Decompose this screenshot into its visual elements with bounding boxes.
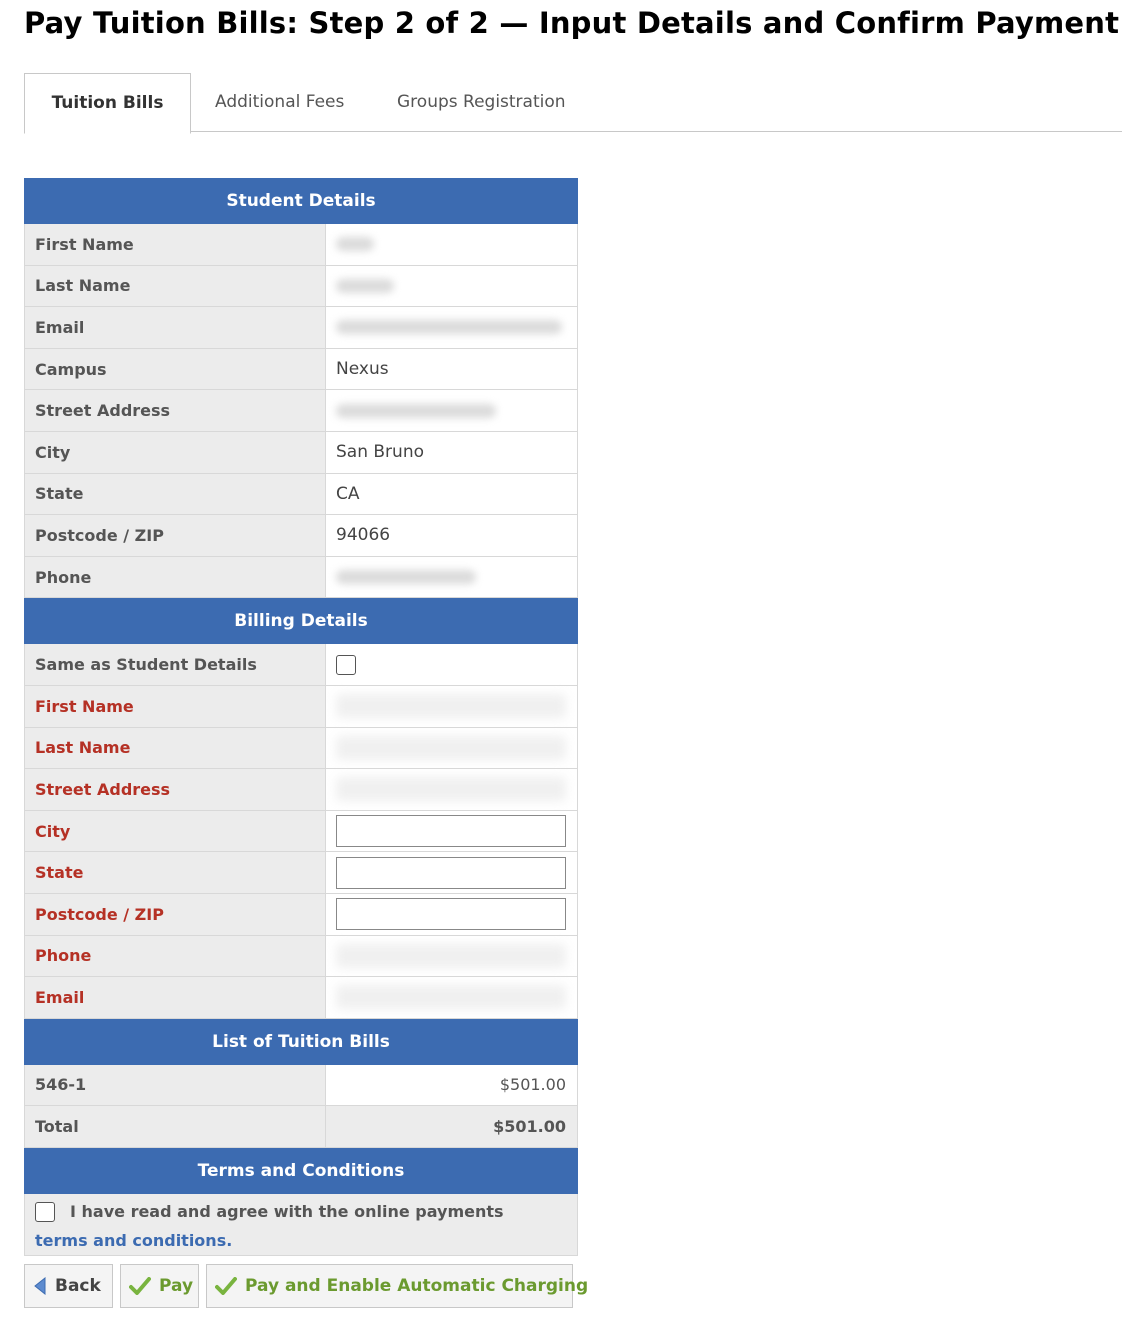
student-row-city bbox=[24, 432, 578, 474]
student-last-name-value bbox=[326, 266, 578, 307]
redacted-value bbox=[336, 237, 374, 251]
billing-city-input[interactable] bbox=[336, 815, 566, 847]
tab-groups-registration[interactable]: Groups Registration bbox=[397, 92, 566, 112]
billing-phone-label: Phone bbox=[24, 936, 326, 977]
billing-street-address-input[interactable] bbox=[336, 777, 566, 801]
redacted-value bbox=[336, 570, 476, 584]
billing-last-name-label: Last Name bbox=[24, 728, 326, 769]
student-row-state bbox=[24, 474, 578, 516]
tuition-total-row bbox=[24, 1106, 578, 1148]
billing-state-label: State bbox=[24, 852, 326, 893]
pay-auto-button[interactable] bbox=[206, 1264, 589, 1308]
student-state-value: CA bbox=[326, 474, 578, 515]
pay-button-label: Pay bbox=[159, 1276, 194, 1296]
tab-bar bbox=[24, 73, 1122, 133]
same-as-student-label: Same as Student Details bbox=[24, 644, 326, 685]
student-state-label: State bbox=[24, 474, 326, 515]
triangle-left-icon bbox=[33, 1277, 47, 1295]
student-campus-label: Campus bbox=[24, 349, 326, 390]
student-campus-value: Nexus bbox=[326, 349, 578, 390]
billing-last-name-input[interactable] bbox=[336, 736, 566, 760]
tuition-bills-header: List of Tuition Bills bbox=[24, 1019, 578, 1065]
student-row-street-address bbox=[24, 390, 578, 432]
tab-additional-fees[interactable]: Additional Fees bbox=[215, 92, 345, 112]
tab-tuition-bills[interactable]: Tuition Bills bbox=[24, 73, 191, 134]
student-details-header: Student Details bbox=[24, 178, 578, 224]
billing-last-name-cell bbox=[326, 728, 578, 769]
terms-agree-line bbox=[35, 1202, 567, 1222]
student-last-name-label: Last Name bbox=[24, 266, 326, 307]
terms-agree-checkbox[interactable] bbox=[35, 1202, 55, 1222]
billing-row-phone bbox=[24, 936, 578, 978]
student-postcode-value: 94066 bbox=[326, 515, 578, 556]
same-as-student-cell bbox=[326, 644, 578, 685]
pay-button[interactable] bbox=[120, 1264, 199, 1308]
tuition-bill-id: 546-1 bbox=[24, 1065, 326, 1106]
checkmark-icon bbox=[129, 1277, 151, 1295]
page-title: Pay Tuition Bills: Step 2 of 2 — Input Details and Confirm Payment bbox=[24, 6, 1120, 40]
tuition-total-amount: $501.00 bbox=[326, 1106, 578, 1147]
student-email-value bbox=[326, 307, 578, 348]
student-city-label: City bbox=[24, 432, 326, 473]
action-buttons bbox=[24, 1264, 589, 1308]
student-email-label: Email bbox=[24, 307, 326, 348]
billing-postcode-label: Postcode / ZIP bbox=[24, 894, 326, 935]
tuition-total-label: Total bbox=[24, 1106, 326, 1147]
billing-state-cell bbox=[326, 852, 578, 893]
student-street-address-value bbox=[326, 390, 578, 431]
billing-phone-cell bbox=[326, 936, 578, 977]
same-as-student-checkbox[interactable] bbox=[336, 655, 356, 675]
billing-state-input[interactable] bbox=[336, 857, 566, 889]
student-first-name-label: First Name bbox=[24, 224, 326, 265]
billing-first-name-cell bbox=[326, 686, 578, 727]
student-row-campus bbox=[24, 349, 578, 391]
billing-first-name-input[interactable] bbox=[336, 694, 566, 718]
student-street-address-label: Street Address bbox=[24, 390, 326, 431]
billing-street-address-label: Street Address bbox=[24, 769, 326, 810]
student-row-postcode bbox=[24, 515, 578, 557]
student-row-last-name bbox=[24, 266, 578, 308]
billing-row-first-name bbox=[24, 686, 578, 728]
terms-link[interactable]: terms and conditions. bbox=[35, 1230, 233, 1250]
pay-auto-button-label: Pay and Enable Automatic Charging bbox=[245, 1276, 589, 1296]
back-button-label: Back bbox=[55, 1276, 101, 1296]
billing-email-cell bbox=[326, 977, 578, 1018]
billing-city-label: City bbox=[24, 811, 326, 852]
billing-row-same-as-student bbox=[24, 644, 578, 686]
billing-email-label: Email bbox=[24, 977, 326, 1018]
student-row-first-name bbox=[24, 224, 578, 266]
billing-first-name-label: First Name bbox=[24, 686, 326, 727]
terms-header: Terms and Conditions bbox=[24, 1148, 578, 1194]
redacted-value bbox=[336, 279, 394, 293]
billing-row-street-address bbox=[24, 769, 578, 811]
redacted-value bbox=[336, 404, 496, 418]
student-city-value: San Bruno bbox=[326, 432, 578, 473]
billing-city-cell bbox=[326, 811, 578, 852]
tuition-bill-row bbox=[24, 1065, 578, 1107]
billing-details-header: Billing Details bbox=[24, 598, 578, 644]
billing-row-last-name bbox=[24, 728, 578, 770]
billing-row-postcode bbox=[24, 894, 578, 936]
billing-row-city bbox=[24, 811, 578, 853]
student-row-phone bbox=[24, 557, 578, 599]
billing-postcode-cell bbox=[326, 894, 578, 935]
billing-row-state bbox=[24, 852, 578, 894]
checkmark-icon bbox=[215, 1277, 237, 1295]
billing-street-address-cell bbox=[326, 769, 578, 810]
terms-agree-text: I have read and agree with the online payments bbox=[70, 1202, 504, 1222]
redacted-value bbox=[336, 320, 562, 334]
student-postcode-label: Postcode / ZIP bbox=[24, 515, 326, 556]
student-phone-value bbox=[326, 557, 578, 598]
billing-postcode-input[interactable] bbox=[336, 898, 566, 930]
terms-box bbox=[24, 1194, 578, 1256]
tuition-bill-amount: $501.00 bbox=[326, 1065, 578, 1106]
payment-form-table bbox=[24, 178, 578, 1256]
billing-email-input[interactable] bbox=[336, 985, 566, 1009]
student-first-name-value bbox=[326, 224, 578, 265]
billing-row-email bbox=[24, 977, 578, 1019]
student-row-email bbox=[24, 307, 578, 349]
back-button[interactable] bbox=[24, 1264, 113, 1308]
student-phone-label: Phone bbox=[24, 557, 326, 598]
billing-phone-input[interactable] bbox=[336, 944, 566, 968]
